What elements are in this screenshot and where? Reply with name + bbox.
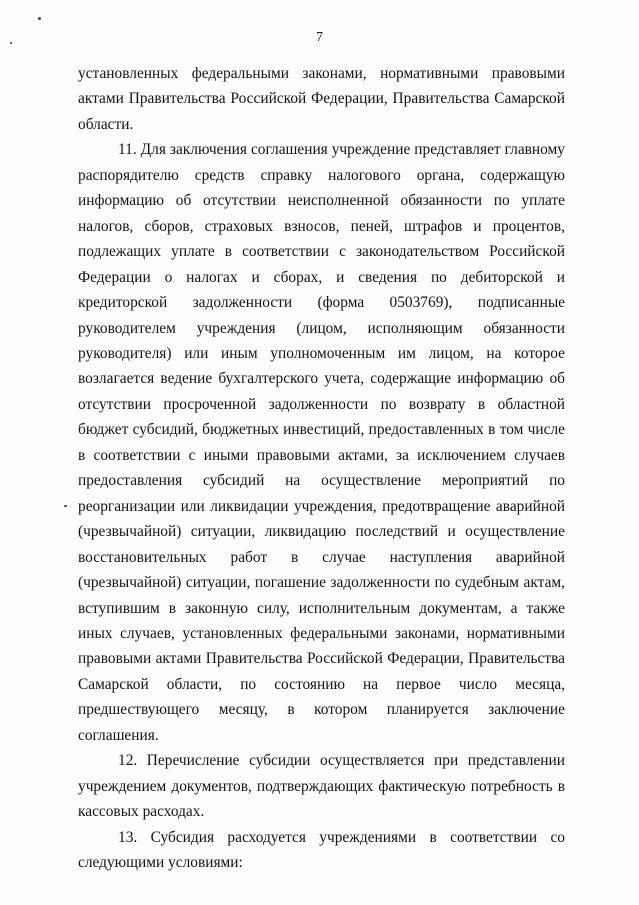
paragraph-item-13: 13. Субсидия расходуется учреждениями в соответствии со следующими условиями: — [78, 828, 565, 872]
scan-speck — [64, 505, 67, 507]
scan-speck — [10, 42, 12, 44]
body-text — [78, 61, 565, 876]
paragraph-item-12: 12. Перечисление субсидии осуществляется при представлении учреждением документов, подтверждающих фактическую потребность в кассовых расходах. — [78, 752, 565, 821]
page-number: 7 — [316, 30, 323, 45]
paragraph-item-11: 11. Для заключения соглашения учреждение представляет главному распорядителю средств справку налогового органа, содержащую информацию об отсутствии неисполненной обязанности по уплате налогов, сборов, страховых взносов, пеней, штрафов и процентов, подлежащих уплате в соответствии с законодательством Российской Федерации о налогах и сборах, и сведения по дебиторской и кредиторской задолженности (форма 0503769), подписанные руководителем учреждения (лицом, исполняющим обязанности руководителя) или иным уполномоченным им лицом, на которое возлагается ведение бухгалтерского учета, содержащие информацию об отсутствии просроченной задолженности по возврату в областной бюджет субсидий, бюджетных инвестиций, предоставленных в том числе в соответствии с иными правовыми актами, за исключением случаев предоставления субсидий на осуществление мероприятий по реорганизации или ликвидации учреждения, предотвращение аварийной (чрезвычайной) ситуации, ликвидацию последствий и осуществление восстановительных работ в случае наступления аварийной (чрезвычайной) ситуации, погашение задолженности по судебным актам, вступившим в законную силу, исполнительным документам, а также иных случаев, установленных федеральными законами, нормативными правовыми актами Правительства Российской Федерации, Правительства Самарской области, по состоянию на первое число месяца, предшествующего месяцу, в котором планируется заключение соглашения. — [78, 141, 565, 744]
scan-speck — [38, 17, 41, 20]
paragraph-continuation: установленных федеральными законами, нормативными правовыми актами Правительства Российской Федерации, Правительства Самарской области. — [78, 65, 565, 133]
